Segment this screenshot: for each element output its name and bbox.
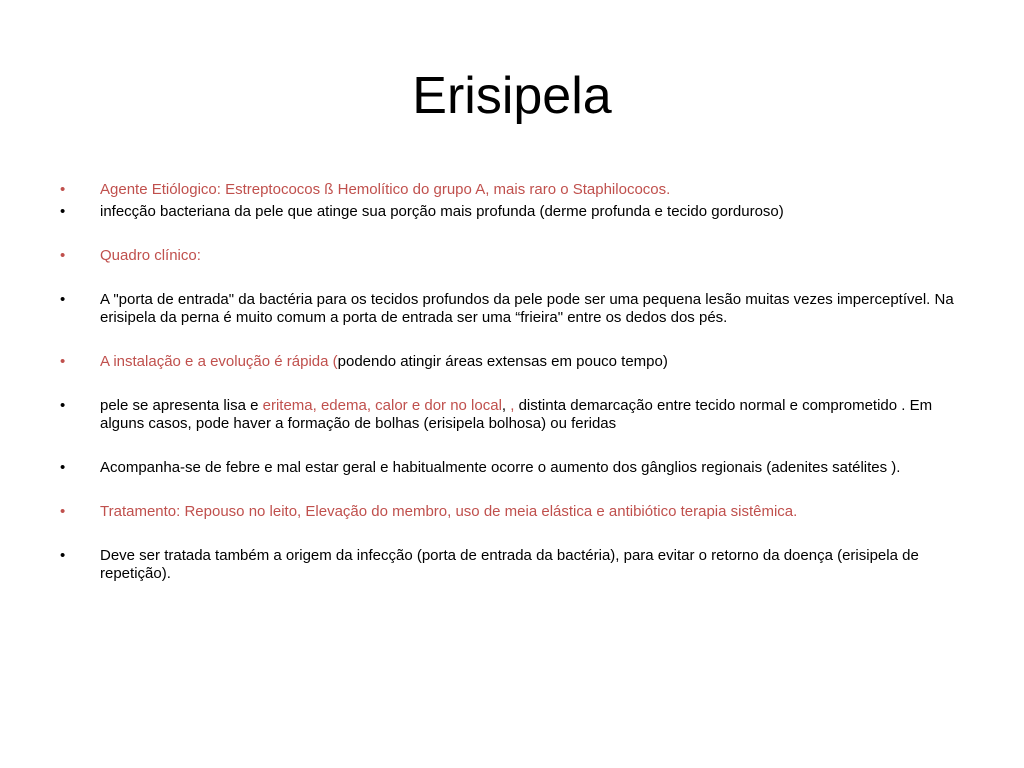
bullet-marker: • <box>60 291 66 308</box>
bullet-text: Deve ser tratada também a origem da infecção (porta de entrada da bactéria), para evitar o retorno da doença (erisipela de repetição). <box>100 547 919 582</box>
bullet-text: , <box>501 397 511 414</box>
bullet-text-highlight: A instalação e a evolução é rápida ( <box>100 353 338 370</box>
bullet-marker: • <box>60 503 66 520</box>
bullet-marker: • <box>60 353 66 370</box>
bullet-list <box>56 181 976 583</box>
bullet-pele-lisa <box>56 397 976 433</box>
bullet-agente-etiologico <box>56 181 976 199</box>
bullet-origem-infeccao <box>56 547 976 583</box>
bullet-text-highlight: eritema, edema, calor e dor no local <box>262 397 502 414</box>
bullet-marker: • <box>60 181 66 198</box>
bullet-text: pele se apresenta lisa e <box>100 397 263 414</box>
bullet-text: podendo atingir áreas extensas em pouco tempo) <box>337 353 668 370</box>
bullet-marker: • <box>60 203 66 220</box>
bullet-quadro-clinico <box>56 247 976 265</box>
slide-title: Erisipela <box>412 67 612 125</box>
bullet-text: A "porta de entrada" da bactéria para os tecidos profundos da pele pode ser uma pequena lesão muitas vezes imperceptível. Na erisipela da perna é muito comum a porta de entrada ser uma “frieira" entre os dedos dos pés. <box>100 291 954 326</box>
bullet-marker: • <box>60 397 66 414</box>
bullet-text: Acompanha-se de febre e mal estar geral e habitualmente ocorre o aumento dos gânglios regionais (adenites satélites ). <box>100 459 901 476</box>
bullet-instalacao-evolucao <box>56 353 976 371</box>
bullet-text: infecção bacteriana da pele que atinge sua porção mais profunda (derme profunda e tecido gorduroso) <box>100 203 784 220</box>
bullet-tratamento <box>56 503 976 521</box>
bullet-text: Agente Etiólogico: Estreptococos ß Hemolítico do grupo A, mais raro o Staphilococos. <box>100 181 671 198</box>
bullet-infeccao-bacteriana <box>56 203 976 221</box>
bullet-marker: • <box>60 459 66 476</box>
bullet-text: Quadro clínico: <box>100 247 201 264</box>
bullet-text: Tratamento: Repouso no leito, Elevação do membro, uso de meia elástica e antibiótico terapia sistêmica. <box>100 503 798 520</box>
bullet-marker: • <box>60 247 66 264</box>
bullet-febre-mal-estar <box>56 459 976 477</box>
bullet-porta-de-entrada <box>56 291 976 327</box>
bullet-text-highlight: , <box>510 397 515 414</box>
bullet-marker: • <box>60 547 66 564</box>
bullet-text: distinta demarcação entre tecido normal e comprometido . Em alguns casos, pode haver a formação de bolhas (erisipela bolhosa) ou feridas <box>100 397 933 432</box>
